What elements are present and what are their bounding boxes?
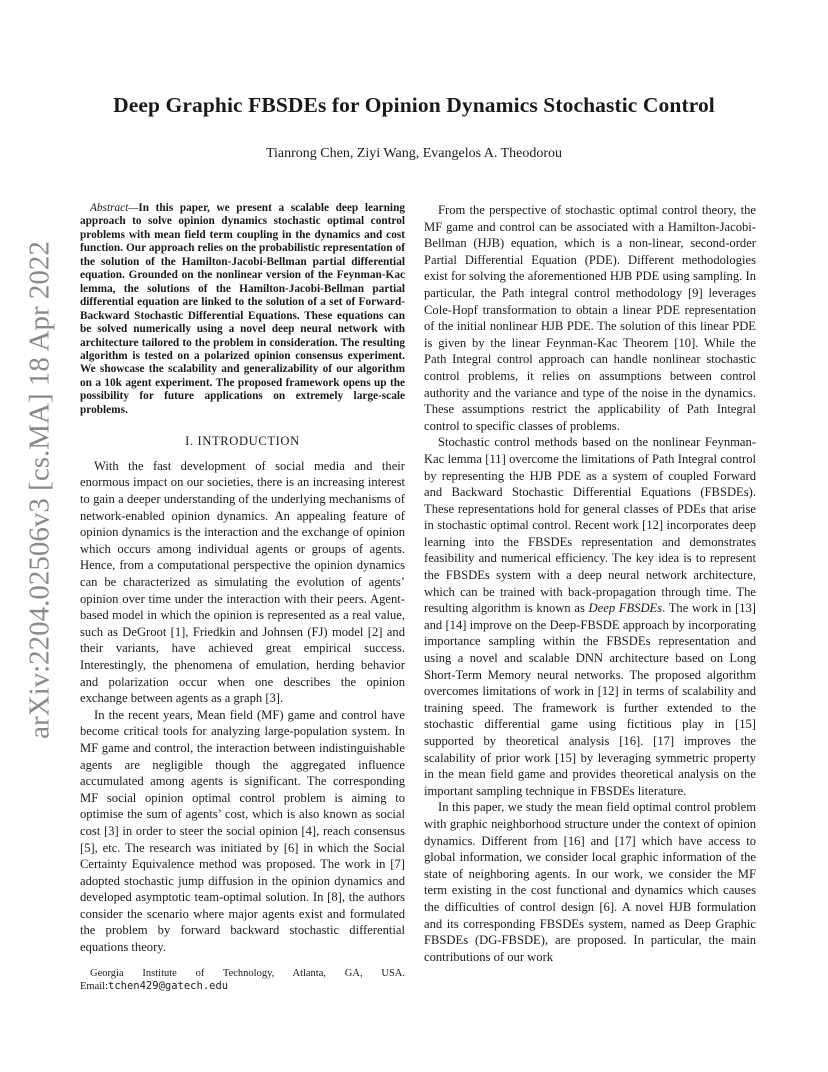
arxiv-identifier: arXiv:2204.02506v3 [cs.MA] 18 Apr 2022 xyxy=(23,241,56,739)
abstract-label-dash: — xyxy=(128,202,139,214)
intro-paragraph-3: From the perspective of stochastic optimal control theory, the MF game and control can be associated with a Hamilton-Jacobi-Bellman (HJB) equation, which is a non-linear, second-order Partial Differential Equation (PDE). Different methodologies exist for solving the aforementioned HJB PDE using sampling. In particular, the Path integral control methodology [9] leverages Cole-Hopf transformation to obtain a linear PDE representation of the initial nonlinear HJB PDE. The solution of this linear PDE is given by the linear Feynman-Kac Theorem [10]. While the Path Integral control approach can handle nonlinear stochastic control problems, it relies on assumptions between control authority and the variance and type of the noise in the dynamics. These assumptions restrict the applicability of Path Integral control to specific classes of problems. xyxy=(424,203,756,433)
left-column xyxy=(80,202,405,956)
author-email-line xyxy=(80,980,405,993)
intro-paragraph-2: In the recent years, Mean field (MF) game and control have become critical tools for analyzing large-population system. In MF game and control, the interaction between indistinguishable agents are negligible though the aggregated influence accumulated among agents is significant. The corresponding MF social opinion optimal control problem is aiming to optimise the sum of agents’ cost, which is also known as social cost [3] in order to steer the social opinion [4], reach consensus [5], etc. The research was initiated by [6] in which the Social Certainty Equivalence method was proposed. The work in [7] adopted stochastic jump diffusion in the opinion dynamics and developed asymptotic team-optimal solution. In [8], the authors consider the scenario where major agents exist and formulated the problem by forward backward stochastic differential equations theory. xyxy=(80,707,405,955)
arxiv-sidebar xyxy=(10,241,70,739)
paper-title: Deep Graphic FBSDEs for Opinion Dynamics Stochastic Control xyxy=(113,93,715,117)
abstract xyxy=(80,202,405,417)
author-footnote xyxy=(80,967,405,993)
abstract-text: In this paper, we present a scalable deep learning approach to solve opinion dynamics stochastic optimal control problems with mean field term coupling in the dynamics and cost function. Our approach relies on the probabilistic representation of the solution of the Hamilton-Jacobi-Bellman partial differential equation. Grounded on the nonlinear version of the Feynman-Kac lemma, the solutions of the Hamilton-Jacobi-Bellman partial differential equation are linked to the solution of a set of Forward-Backward Stochastic Differential Equations. These equations can be solved numerically using a novel deep neural network with architecture tailored to the problem in consideration. The resulting algorithm is tested on a polarized opinion consensus experiment. We showcase the scalability and generalizability of our algorithm on a 10k agent experiment. The proposed framework opens up the possibility for future applications on extremely large-scale problems. xyxy=(80,202,405,416)
intro-paragraph-4 xyxy=(424,434,756,799)
intro-paragraph-4-part-a: Stochastic control methods based on the nonlinear Feynman-Kac lemma [11] overcome the limitations of Path Integral control by representing the HJB PDE as a system of coupled Forward and Backward Stochastic Differential Equations (FBSDEs). These representations hold for general classes of PDEs that arise in stochastic optimal control. Recent work [12] incorporates deep learning into the FBSDEs representation and demonstrates feasibility and numerical efficiency. The key idea is to represent the FBSDEs system with a deep neural network architecture, which can be trained with back-propagation through time. The resulting algorithm is known as xyxy=(424,435,756,616)
intro-paragraph-1: With the fast development of social media and their enormous impact on our societies, there is an increasing interest to gain a deeper understanding of the underlying mechanisms of network-enabled opinion dynamics. An appealing feature of opinion dynamics is the interaction and the exchange of opinion which occurs among individual agents or groups of agents. Hence, from a computational perspective the opinion dynamics can be characterized as simulating the evolution of agents’ opinion over time under the interaction with their peers. Agent-based model in which the opinion is represented as a real value, such as DeGroot [1], Friedkin and Johnsen (FJ) model [2] and their variants, have achieved great empirical success. Interestingly, the phenomena of emulation, herding behavior and polarization occur when one describes the opinion exchange between agents as a graph [3]. xyxy=(80,458,405,706)
email-label: Email: xyxy=(80,981,108,992)
deep-fbsdes-term: Deep FBSDEs xyxy=(588,601,663,616)
right-column xyxy=(424,202,756,965)
intro-paragraph-5: In this paper, we study the mean field optimal control problem with graphic neighborhood structure under the context of opinion dynamics. Different from [16] and [17] which have access to global information, we consider local graphic information of the state of neighboring agents. In our work, we consider the MF term existing in the cost functional and dynamics which causes the difficulties of control design [6]. A novel HJB formulation and its corresponding FBSDEs system, named as Deep Graphic FBSDEs (DG-FBSDE), are proposed. In particular, the main contributions of our work xyxy=(424,800,756,964)
paper-authors: Tianrong Chen, Ziyi Wang, Evangelos A. Theodorou xyxy=(265,146,563,161)
author-affiliation: Georgia Institute of Technology, Atlanta, GA, USA. xyxy=(90,968,405,979)
intro-paragraph-4-part-b: . The work in [13] and [14] improve on the Deep-FBSDE approach by incorporating importance sampling within the FBSDEs representation and using a novel and scalable DNN architecture based on Long Short-Term Memory neural networks. The proposed algorithm overcomes limitations of work in [12] in terms of scalability and training speed. The framework is further extended to the stochastic differential game using fictitious play in [15] supported by theoretical analysis [16]. [17] improves the scalability of prior work [15] by leveraging symmetric property in the mean field game and provides theoretical analysis on the important sampling technique in FBSDEs literature. xyxy=(424,601,756,798)
section-heading-introduction: I. INTRODUCTION xyxy=(185,434,300,449)
abstract-label: Abstract xyxy=(90,202,129,214)
email-address-link[interactable]: tchen429@gatech.edu xyxy=(108,980,229,992)
